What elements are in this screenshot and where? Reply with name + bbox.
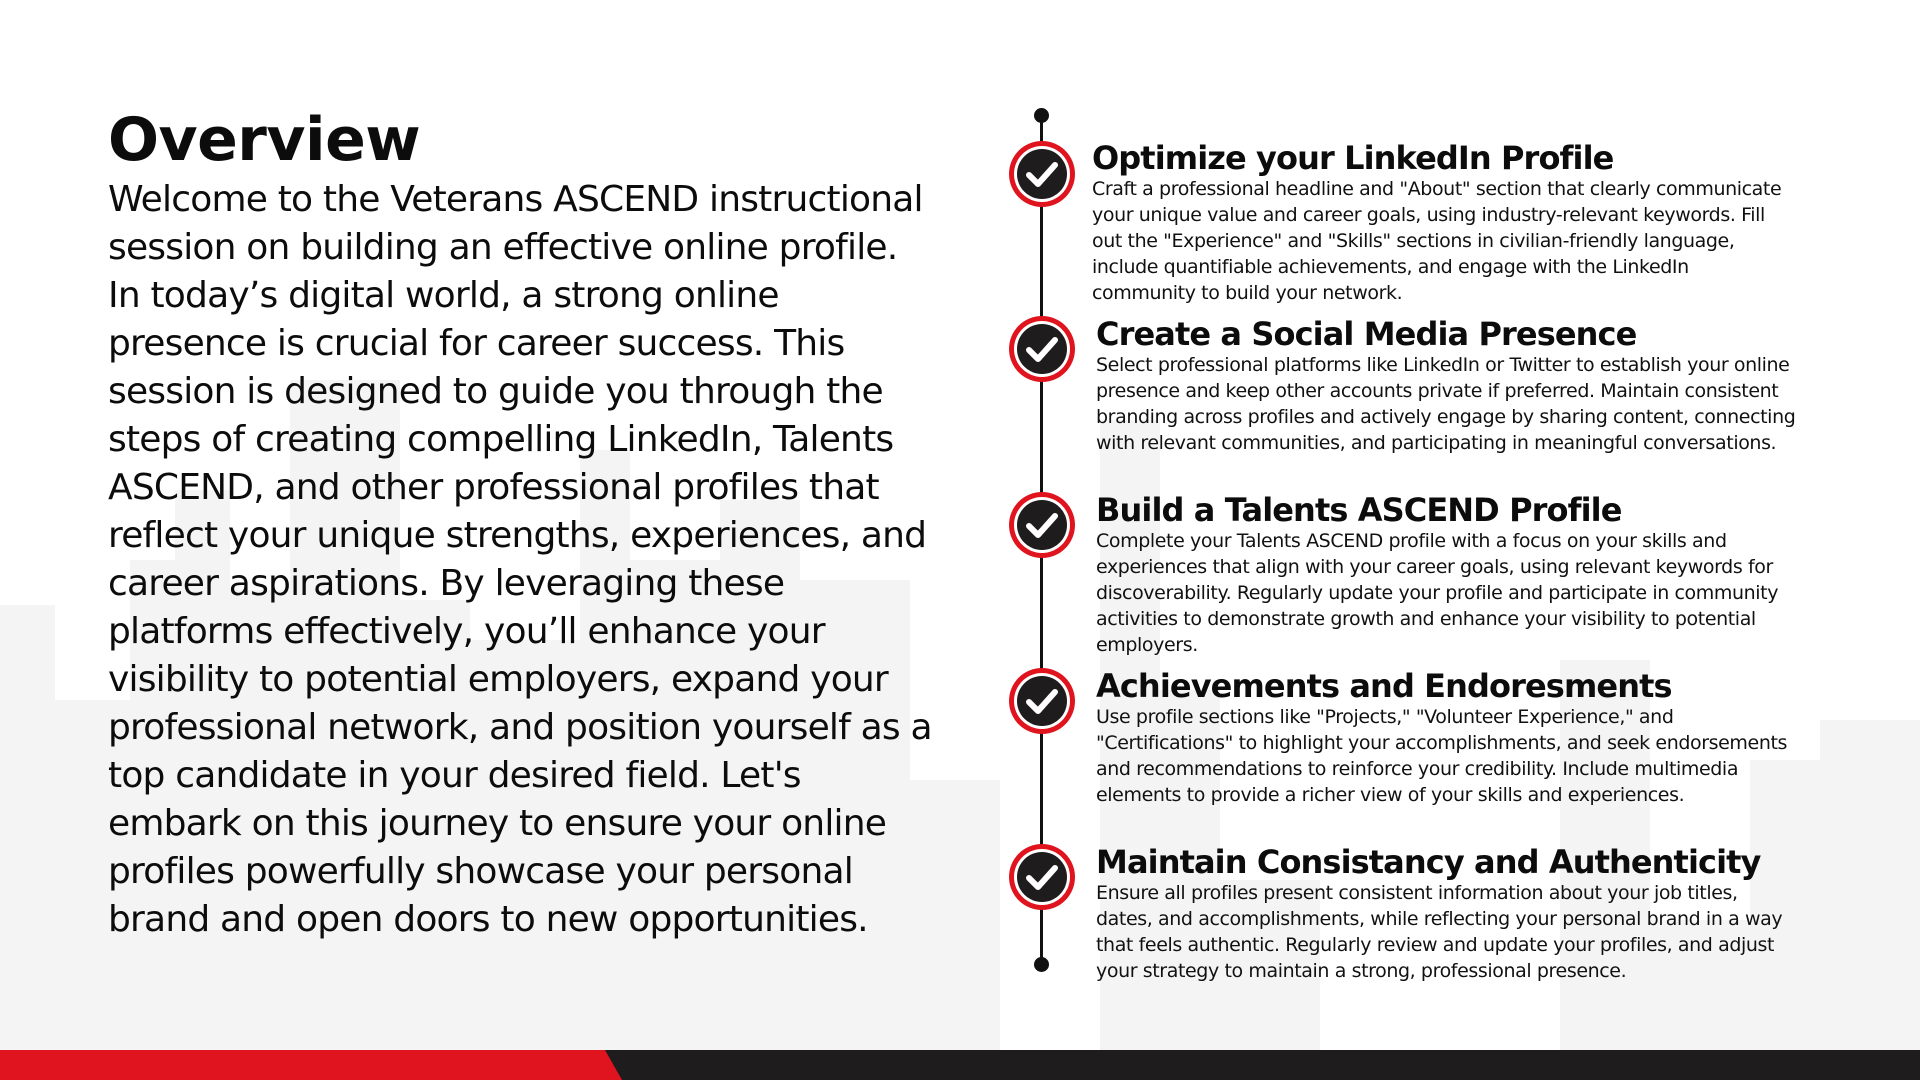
- check-circle-icon: [1008, 140, 1076, 208]
- step-description: Select professional platforms like LinkedIn or Twitter to establish your online presence and keep other accounts private if preferred. Maintain consistent branding across profiles and actively engage by sharing content, connecting with relevant communities, and participating in meaningful conversations.: [1096, 354, 1796, 454]
- step-item: [1096, 844, 1796, 984]
- step-title: Build a Talents ASCEND Profile: [1096, 491, 1622, 529]
- overview-title: Overview: [108, 105, 421, 175]
- check-circle-icon: [1008, 315, 1076, 383]
- step-title: Maintain Consistancy and Authenticity: [1096, 843, 1761, 881]
- check-circle-icon: [1008, 491, 1076, 559]
- step-title: Optimize your LinkedIn Profile: [1092, 139, 1614, 177]
- step-description: Craft a professional headline and "About" section that clearly communicate your unique value and career goals, using industry-relevant keywords. Fill out the "Experience" and "Skills" sections in civilian-friendly language, include quantifiable achievements, and engage with the LinkedIn community to build your network.: [1092, 178, 1782, 304]
- step-description: Use profile sections like "Projects," "Volunteer Experience," and "Certifications" to highlight your accomplishments, and seek endorsements and recommendations to reinforce your credibility. Include multimedia elements to provide a richer view of your skills and experiences.: [1096, 706, 1788, 806]
- overview-body: Welcome to the Veterans ASCEND instructional session on building an effective online profile. In today’s digital world, a strong online presence is crucial for career success. This session is designed to guide you through the steps of creating compelling LinkedIn, Talents ASCEND, and other professional profiles that reflect your unique strengths, experiences, and career aspirations. By leveraging these platforms effectively, you’ll enhance your visibility to potential employers, expand your professional network, and position yourself as a top candidate in your desired field. Let's embark on this journey to ensure your online profiles powerfully showcase your personal brand and open doors to new opportunities.: [108, 179, 932, 940]
- step-description: Ensure all profiles present consistent information about your job titles, dates, and accomplishments, while reflecting your personal brand in a way that feels authentic. Regularly review and update your profiles, and adjust your strategy to maintain a strong, professional presence.: [1096, 882, 1783, 982]
- step-item: [1096, 316, 1796, 456]
- check-circle-icon: [1008, 843, 1076, 911]
- timeline-end-dot: [1034, 957, 1049, 972]
- bottom-accent-bar: [0, 1050, 1920, 1080]
- step-item: [1096, 668, 1796, 808]
- step-title: Achievements and Endoresments: [1096, 667, 1672, 705]
- step-item: [1096, 492, 1796, 658]
- steps-timeline: [1000, 100, 1900, 1000]
- overview-section: [108, 105, 938, 944]
- step-item: [1092, 140, 1792, 306]
- step-description: Complete your Talents ASCEND profile with a focus on your skills and experiences that align with your career goals, using relevant keywords for discoverability. Regularly update your profile and participate in community activities to demonstrate growth and enhance your visibility to potential employers.: [1096, 530, 1779, 656]
- timeline-start-dot: [1034, 108, 1049, 123]
- step-title: Create a Social Media Presence: [1096, 315, 1637, 353]
- check-circle-icon: [1008, 667, 1076, 735]
